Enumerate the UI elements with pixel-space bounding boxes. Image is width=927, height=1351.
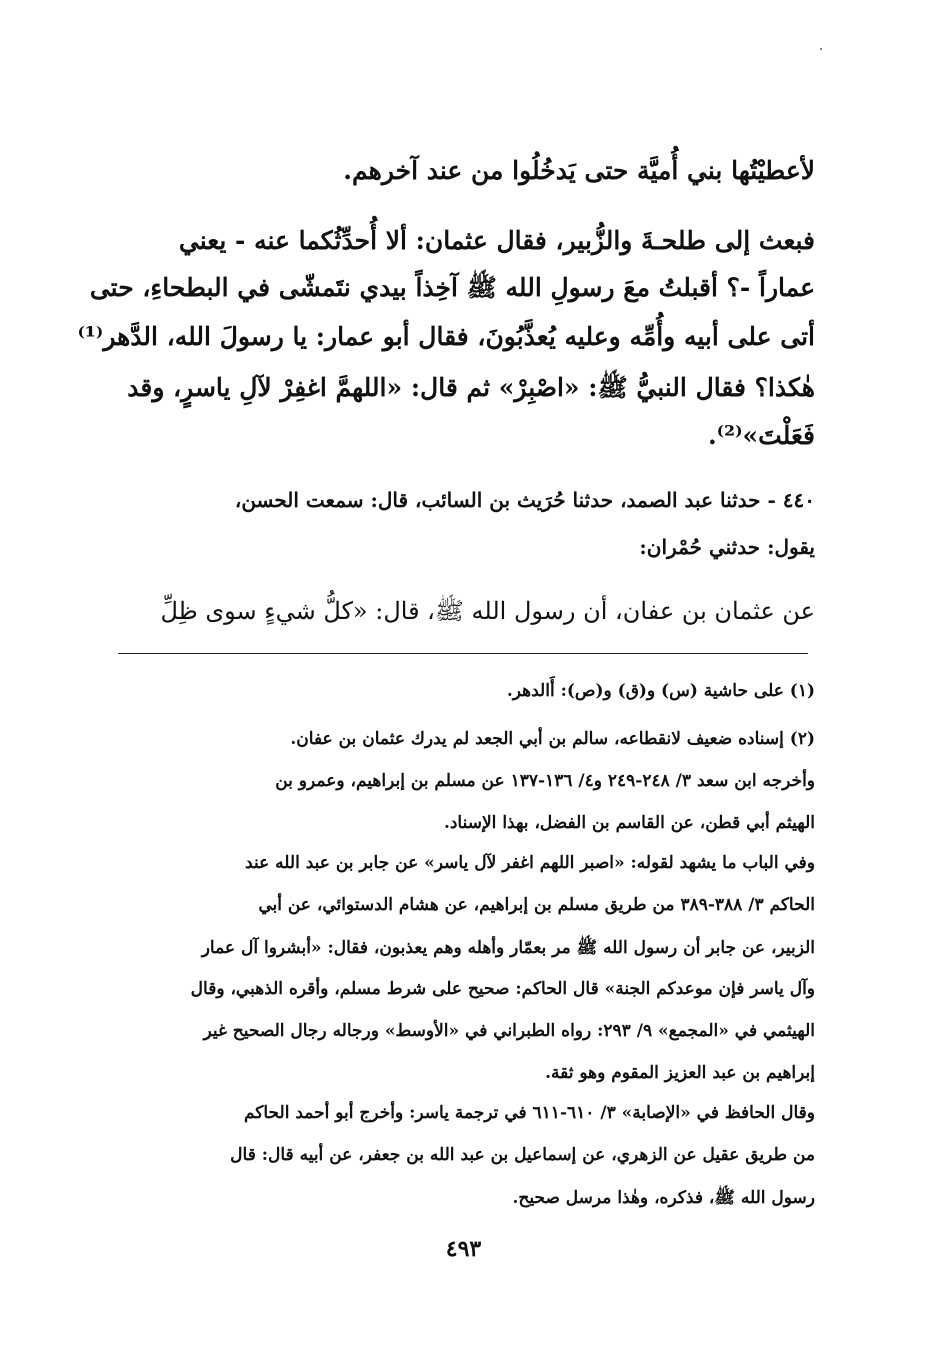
footnote-line: وقال الحافظ في «الإصابة» ٣/ ٦١٠-٦١١ في ترجمة ياسر: وأخرج أبو أحمد الحاكم	[243, 1103, 815, 1123]
footnote-line: الهيثم أبي قطن، عن القاسم بن الفضل، بهذا الإسناد.	[443, 813, 815, 833]
footnote-line: إبراهيم بن عبد العزيز المقوم وهو ثقة.	[545, 1063, 815, 1083]
main-text-line: أتى على أبيه وأُمِّه وعليه يُعذَّبُونَ، فقال أبو عمار: يا رسولَ الله، الدَّهر⁽¹⁾	[77, 322, 815, 351]
footnote-line: الهيثمي في «المجمع» ٩/ ٢٩٣: رواه الطبراني في «الأوسط» ورجاله رجال الصحيح غير	[203, 1021, 815, 1041]
footnote-line: وأخرجه ابن سعد ٣/ ٢٤٨-٢٤٩ و٤/ ١٣٦-١٣٧ عن مسلم بن إبراهيم، وعمرو بن	[275, 771, 815, 791]
page-number: ٤٩٣	[445, 1236, 482, 1262]
footnote-line: (٢) إسناده ضعيف لانقطاعه، سالم بن أبي الجعد لم يدرك عثمان بن عفان.	[290, 729, 815, 749]
speck	[820, 48, 822, 50]
hadith-text-line: يقول: حدثني حُمْران:	[639, 535, 815, 559]
hadith-text-line: ٤٤٠ - حدثنا عبد الصمد، حدثنا حُرَيث بن السائب، قال: سمعت الحسن،	[234, 488, 815, 512]
footnote-line: وفي الباب ما يشهد لقوله: «اصبر اللهم اغفر لآل ياسر» عن جابر بن عبد الله عند	[245, 853, 815, 873]
main-text-line: لأعطيْتُها بني أُميَّة حتى يَدخُلُوا من عند آخرهم.	[343, 156, 815, 185]
main-text-line: عماراً -؟ أقبلتُ معَ رسولِ الله ﷺ آخِذاً بيدي نتَمشّى في البطحاءِ، حتى	[89, 273, 815, 302]
main-text-line: فبعث إلى طلحـةَ والزُّبير، فقال عثمان: ألا أُحدِّثُكما عنه - يعني	[178, 226, 815, 255]
footnote-line: الحاكم ٣/ ٣٨٨-٣٨٩ من طريق مسلم بن إبراهيم، عن هشام الدستوائي، عن أبي	[258, 895, 815, 915]
footnote-line: الزبير، عن جابر أن رسول الله ﷺ مر بعمّار وأهله وهم يعذبون، فقال: «أبشروا آل عمار	[201, 938, 815, 958]
main-text-line: هٰكذا؟ فقال النبيُّ ﷺ: «اصْبِرْ» ثم قال: «اللهمَّ اغفِرْ لآلِ ياسرٍ، وقد	[127, 373, 815, 402]
footnote-line: وآل ياسر فإن موعدكم الجنة» قال الحاكم: صحيح على شرط مسلم، وأقره الذهبي، وقال	[190, 979, 815, 999]
hadith-quote: عن عثمان بن عفان، أن رسول الله ﷺ، قال: «كلُّ شيءٍ سوى ظِلِّ	[160, 597, 815, 625]
footnote-line: من طريق عقيل عن الزهري، عن إسماعيل بن عبد الله بن جعفر، عن أبيه قال: قال	[230, 1145, 815, 1165]
footnote-line: رسول الله ﷺ، فذكره، وهٰذا مرسل صحيح.	[512, 1188, 815, 1208]
footnote-divider	[118, 653, 808, 654]
footnote-line: (١) على حاشية (س) و(ق) و(ص): أَالدهر.	[506, 681, 815, 701]
main-text-line: فَعَلْتَ»⁽²⁾.	[707, 421, 815, 450]
